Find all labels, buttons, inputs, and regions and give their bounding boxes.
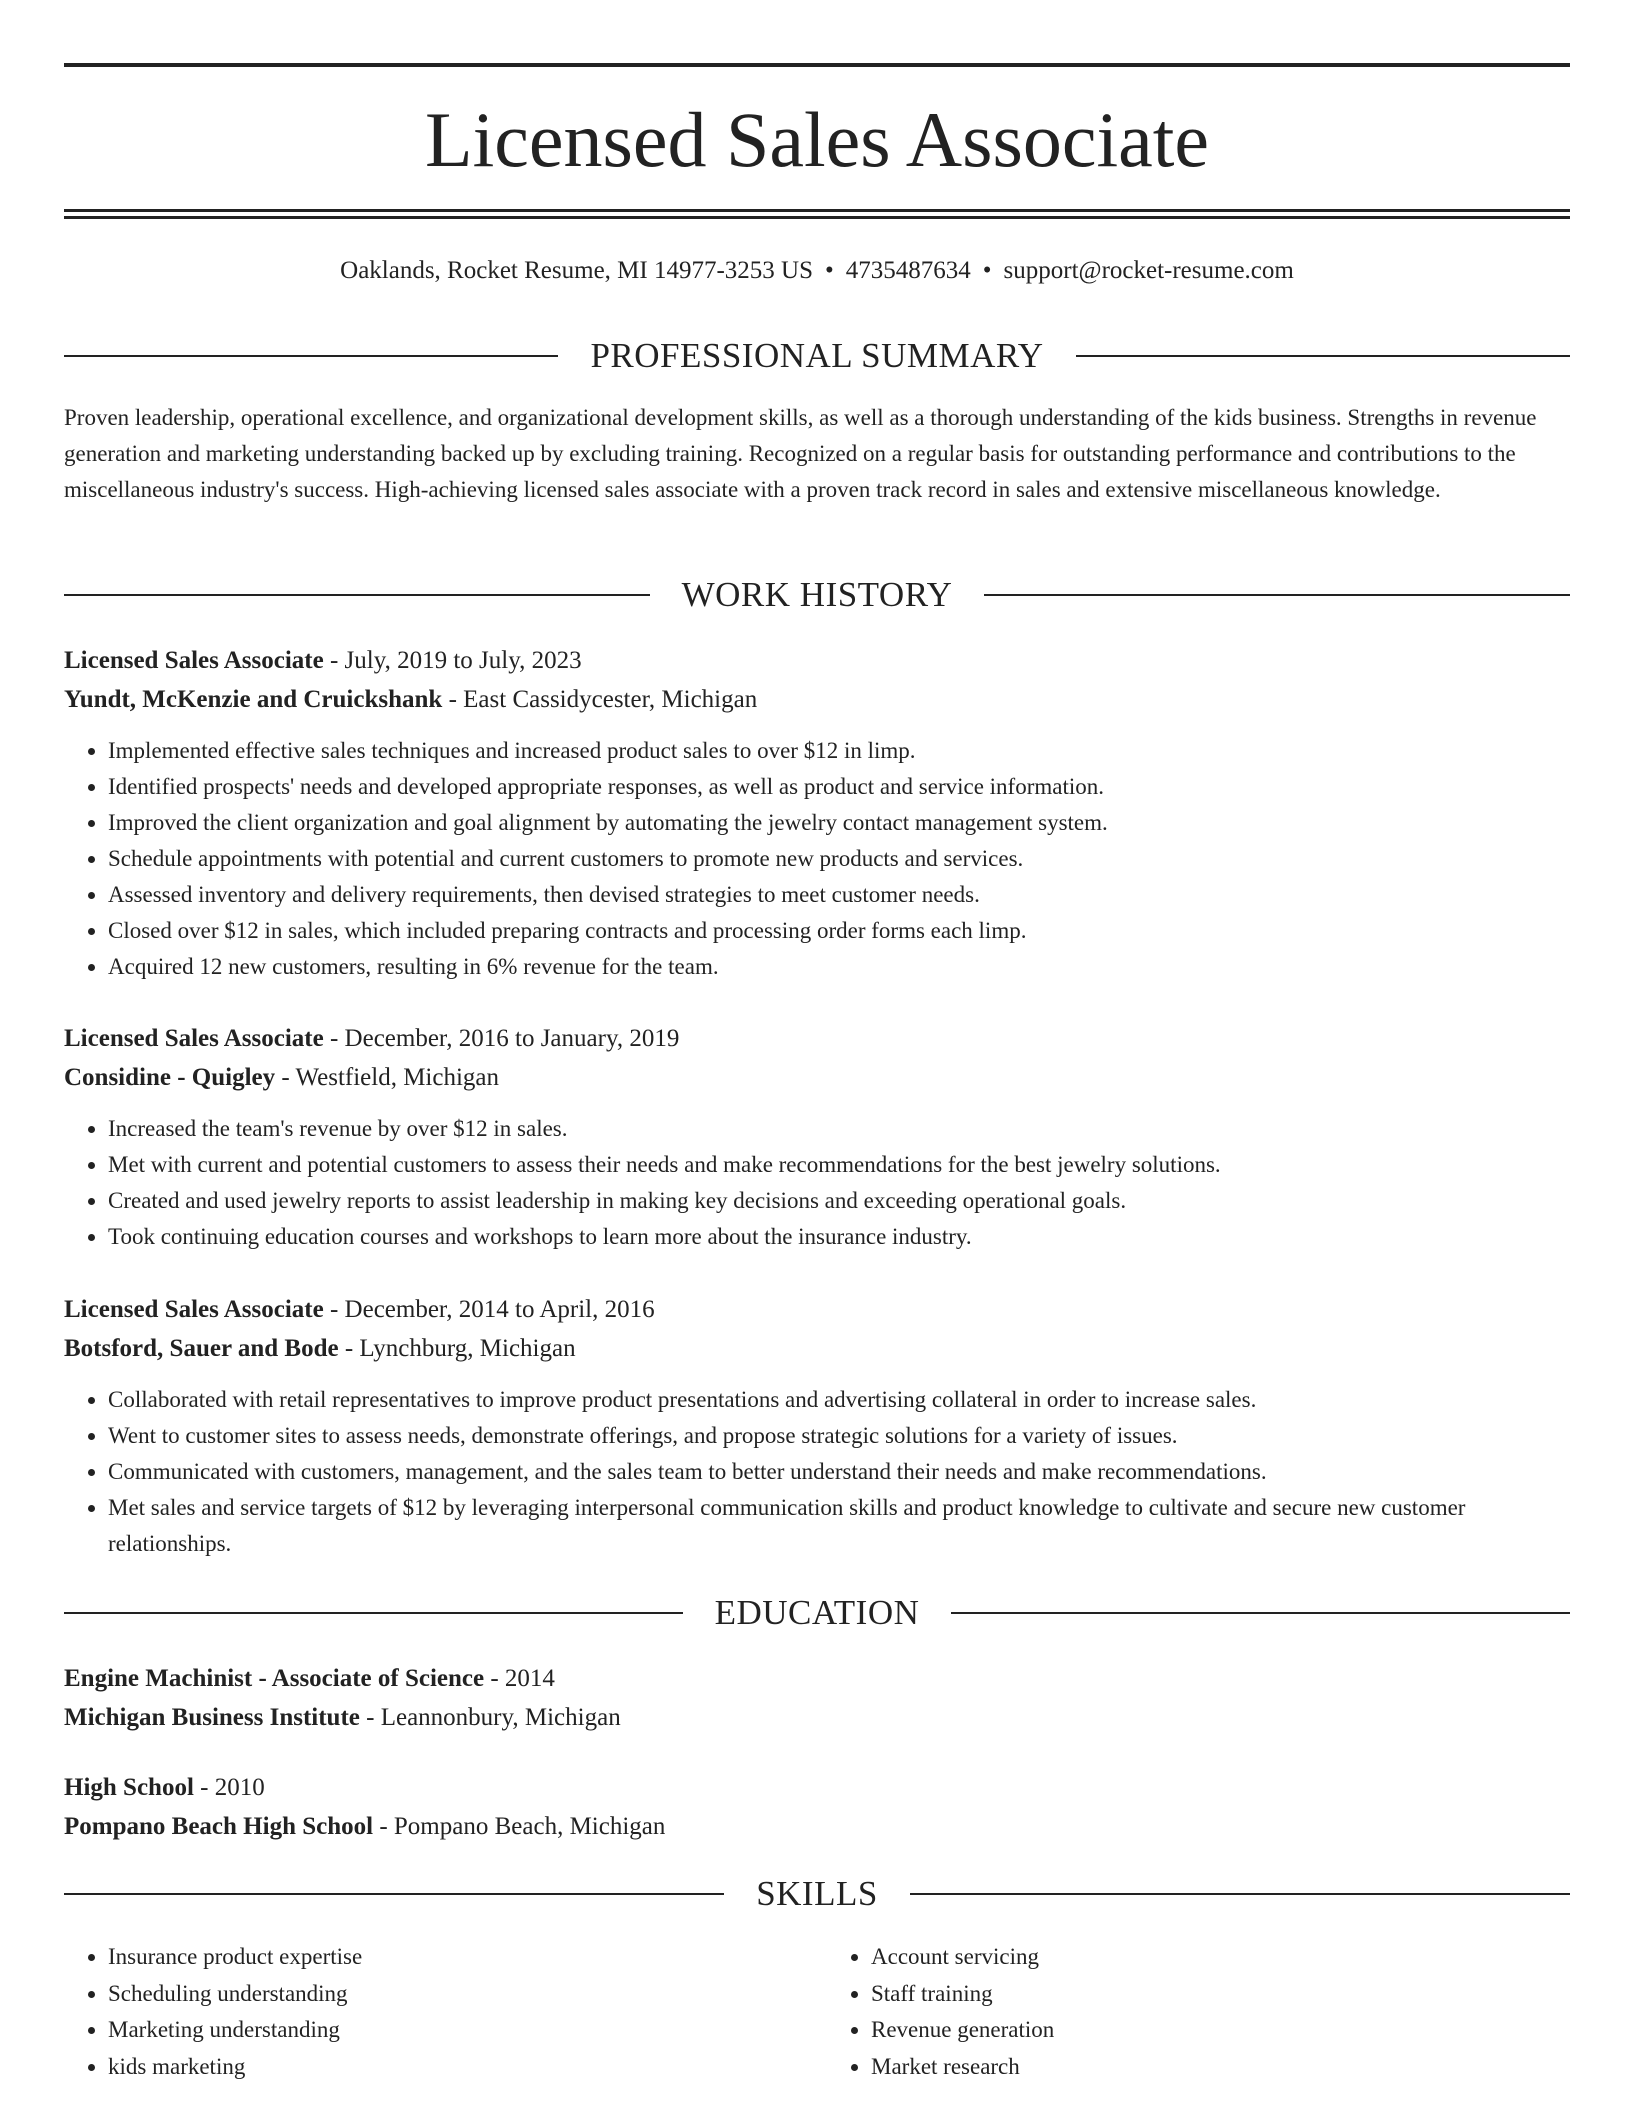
job-company: Botsford, Sauer and Bode	[64, 1335, 339, 1362]
skill-item: • Marketing understanding	[108, 2012, 807, 2049]
job-company: Considine - Quigley	[64, 1064, 276, 1091]
section-rule-right	[910, 1893, 1570, 1895]
job-bullets	[64, 733, 1570, 985]
section-skills-heading	[64, 1872, 1570, 1916]
education-entry	[64, 1768, 1570, 1846]
skill-item: • Market research	[871, 2049, 1570, 2086]
job-dates: - December, 2016 to January, 2019	[323, 1025, 680, 1052]
list-item: • Increased the team's revenue by over $12 in sales.	[108, 1111, 1570, 1147]
section-rule-left	[64, 1612, 683, 1614]
job-dates: - July, 2019 to July, 2023	[323, 647, 582, 674]
education-year: - 2010	[193, 1774, 265, 1801]
contact-separator: •	[982, 257, 992, 284]
header-top-rule	[64, 63, 1570, 67]
job-entry	[64, 1290, 1570, 1562]
section-title: EDUCATION	[714, 1593, 920, 1632]
contact-address: Oaklands, Rocket Resume, MI 14977-3253 US	[340, 257, 814, 284]
section-rule-left	[64, 355, 558, 357]
skill-item: • Scheduling understanding	[108, 1976, 807, 2013]
section-rule-right	[984, 594, 1570, 596]
section-rule-left	[64, 1893, 724, 1895]
job-entry	[64, 1019, 1570, 1255]
skill-item: • kids marketing	[108, 2049, 807, 2086]
job-dates: - December, 2014 to April, 2016	[323, 1296, 655, 1323]
list-item: • Schedule appointments with potential and current customers to promote new products and services.	[108, 841, 1570, 877]
list-item: • Identified prospects' needs and developed appropriate responses, as well as product and service information.	[108, 769, 1570, 805]
job-title: Licensed Sales Associate	[64, 647, 324, 674]
skill-item: • Insurance product expertise	[108, 1939, 807, 1976]
list-item: • Assessed inventory and delivery requirements, then devised strategies to meet customer needs.	[108, 877, 1570, 913]
education-degree-line	[64, 1659, 1570, 1698]
job-location: - Westfield, Michigan	[275, 1064, 500, 1091]
section-rule-left	[64, 594, 650, 596]
job-title: Licensed Sales Associate	[64, 1025, 324, 1052]
skill-item: • Account servicing	[871, 1939, 1570, 1976]
skills-column-right	[827, 1939, 1570, 2085]
job-title-line	[64, 1019, 1570, 1058]
job-company-line	[64, 1329, 1570, 1368]
job-location: - Lynchburg, Michigan	[338, 1335, 576, 1362]
section-rule-right	[1076, 355, 1570, 357]
education-year: - 2014	[484, 1665, 555, 1692]
list-item: • Communicated with customers, management, and the sales team to better understand their needs and make recommendations.	[108, 1454, 1570, 1490]
contact-phone: 4735487634	[845, 257, 971, 284]
job-bullets	[64, 1382, 1570, 1562]
education-school: Michigan Business Institute	[64, 1704, 360, 1731]
list-item: • Implemented effective sales techniques and increased product sales to over $12 in limp.	[108, 733, 1570, 769]
education-location: - Leannonbury, Michigan	[359, 1704, 621, 1731]
job-bullets	[64, 1111, 1570, 1255]
section-work-heading	[64, 573, 1570, 617]
list-item: • Acquired 12 new customers, resulting in 6% revenue for the team.	[108, 949, 1570, 985]
list-item: • Improved the client organization and goal alignment by automating the jewelry contact management system.	[108, 805, 1570, 841]
list-item: • Met with current and potential customers to assess their needs and make recommendations for the best jewelry solutions.	[108, 1147, 1570, 1183]
header-double-rule-bottom	[64, 216, 1570, 219]
list-item: • Met sales and service targets of $12 by leveraging interpersonal communication skills and product knowledge to cultivate and secure new customer relationships.	[108, 1490, 1570, 1562]
skills-grid	[64, 1939, 1570, 2085]
education-school-line	[64, 1807, 1570, 1846]
section-title: SKILLS	[756, 1874, 878, 1913]
contact-line	[64, 255, 1570, 287]
job-title-line	[64, 1290, 1570, 1329]
contact-separator: •	[825, 257, 834, 284]
list-item: • Took continuing education courses and workshops to learn more about the insurance industry.	[108, 1219, 1570, 1255]
list-item: • Closed over $12 in sales, which included preparing contracts and processing order forms each limp.	[108, 913, 1570, 949]
section-title: PROFESSIONAL SUMMARY	[590, 336, 1044, 375]
list-item: • Collaborated with retail representatives to improve product presentations and advertising collateral in order to increase sales.	[108, 1382, 1570, 1418]
section-rule-right	[951, 1612, 1570, 1614]
list-item: • Went to customer sites to assess needs, demonstrate offerings, and propose strategic solutions for a variety of issues.	[108, 1418, 1570, 1454]
summary-text: Proven leadership, operational excellence, and organizational development skills, as well as a thorough understanding of the kids business. Strengths in revenue generation and marketing understanding backed up by excluding training. Recognized on a regular basis for outstanding performance and contributions to the miscellaneous industry's success. High-achieving licensed sales associate with a proven track record in sales and extensive miscellaneous knowledge.	[64, 405, 1537, 502]
job-location: - East Cassidycester, Michigan	[442, 686, 758, 713]
job-company-line	[64, 1058, 1570, 1097]
header-double-rule-top	[64, 209, 1570, 212]
education-degree-line	[64, 1768, 1570, 1807]
education-entry	[64, 1659, 1570, 1737]
skill-item: • Staff training	[871, 1976, 1570, 2013]
section-summary-heading	[64, 334, 1570, 378]
job-title: Licensed Sales Associate	[64, 1296, 324, 1323]
skill-item: • Revenue generation	[871, 2012, 1570, 2049]
job-company: Yundt, McKenzie and Cruickshank	[64, 686, 443, 713]
job-entry	[64, 641, 1570, 985]
section-education-heading	[64, 1591, 1570, 1635]
education-degree: Engine Machinist - Associate of Science	[64, 1665, 485, 1692]
list-item: • Created and used jewelry reports to assist leadership in making key decisions and exceeding operational goals.	[108, 1183, 1570, 1219]
education-location: - Pompano Beach, Michigan	[373, 1813, 666, 1840]
contact-email: support@rocket-resume.com	[1003, 257, 1294, 284]
education-school-line	[64, 1698, 1570, 1737]
job-company-line	[64, 680, 1570, 719]
resume-name: Licensed Sales Associate	[424, 96, 1210, 183]
education-degree: High School	[64, 1774, 194, 1801]
job-title-line	[64, 641, 1570, 680]
skills-column-left	[64, 1939, 807, 2085]
education-school: Pompano Beach High School	[64, 1813, 374, 1840]
section-title: WORK HISTORY	[681, 575, 953, 614]
